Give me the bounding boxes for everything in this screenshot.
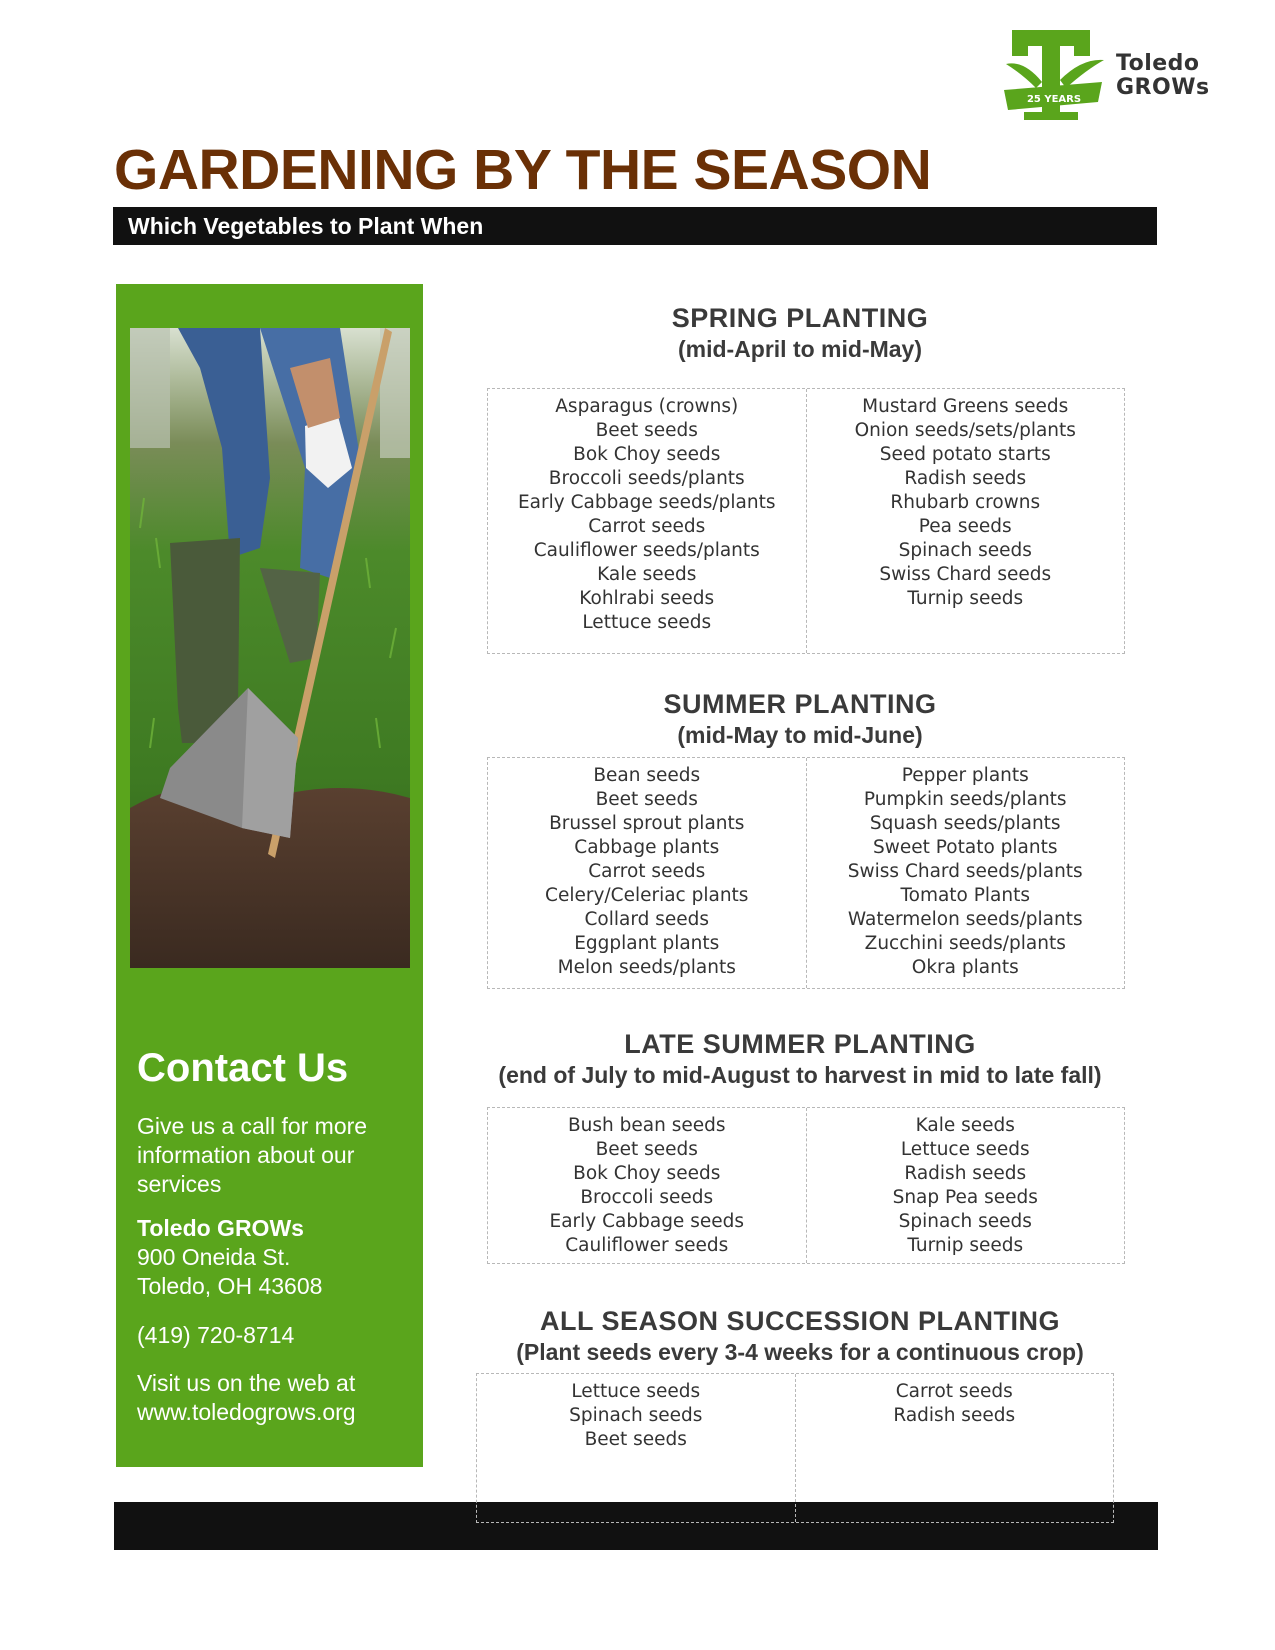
list-item: Zucchini seeds/plants [864,933,1066,954]
list-item: Seed potato starts [879,444,1051,465]
contact-phone[interactable]: (419) 720-8714 [137,1322,295,1348]
list-item: Pea seeds [918,516,1012,537]
list-item: Watermelon seeds/plants [847,909,1083,930]
contact-city: Toledo, OH 43608 [137,1273,323,1299]
list-item: Pumpkin seeds/plants [863,789,1067,810]
spring-planting-table [487,388,1125,654]
contact-us-heading: Contact Us [137,1046,349,1090]
list-item: Kale seeds [915,1115,1015,1136]
list-item: Swiss Chard seeds/plants [847,861,1083,882]
list-item: Beet seeds [595,420,698,441]
table-column-left [488,389,806,653]
section-title: SPRING PLANTING [671,303,929,333]
list-item: Mustard Greens seeds [862,396,1069,417]
late-summer-planting-table [487,1107,1125,1264]
contact-organization: Toledo GROWs [137,1215,304,1241]
section-subtitle: (end of July to mid-August to harvest in mid to late fall) [498,1062,1102,1088]
section-title: ALL SEASON SUCCESSION PLANTING [539,1306,1061,1336]
list-item: Snap Pea seeds [892,1187,1038,1208]
list-item: Kale seeds [597,564,697,585]
gardener-digging-photo [130,328,410,968]
table-column-right [806,1108,1125,1263]
list-item: Lettuce seeds [571,1381,701,1402]
list-item: Early Cabbage seeds/plants [517,492,776,513]
contact-street: 900 Oneida St. [137,1244,291,1270]
list-item: Spinach seeds [569,1405,703,1426]
table-column-right [806,758,1125,988]
list-item: Swiss Chard seeds [879,564,1052,585]
list-item: Rhubarb crowns [890,492,1041,513]
toledo-grows-logo [1002,30,1232,122]
list-item: Radish seeds [904,468,1027,489]
list-item: Tomato Plants [900,885,1031,906]
list-item: Melon seeds/plants [557,957,736,978]
list-item: Lettuce seeds [582,612,712,633]
section-subtitle: (mid-May to mid-June) [677,722,923,748]
list-item: Bean seeds [593,765,701,786]
list-item: Okra plants [911,957,1019,978]
toledo-grows-logo-icon [1002,30,1112,122]
logo-line-2: GROWs [1116,75,1210,100]
list-item: Eggplant plants [574,933,720,954]
section-title: SUMMER PLANTING [663,689,937,719]
section-heading-summer [455,688,1145,750]
section-heading-late-summer [455,1028,1145,1090]
table-column-right [795,1374,1114,1522]
logo-line-1: Toledo [1116,51,1200,76]
list-item: Carrot seeds [588,861,706,882]
list-item: Early Cabbage seeds [549,1211,744,1232]
contact-website-link[interactable]: www.toledogrows.org [137,1399,356,1425]
list-item: Bok Choy seeds [573,1163,721,1184]
list-item: Cauliflower seeds [565,1235,729,1256]
all-season-planting-table [476,1373,1114,1523]
section-subtitle: (mid-April to mid-May) [677,336,923,362]
list-item: Radish seeds [904,1163,1027,1184]
list-item: Carrot seeds [588,516,706,537]
list-item: Collard seeds [584,909,710,930]
list-item: Asparagus (crowns) [555,396,739,417]
list-item: Broccoli seeds [580,1187,714,1208]
list-item: Cauliflower seeds/plants [533,540,760,561]
section-heading-spring [455,302,1145,364]
section-heading-all-season [455,1305,1145,1367]
section-title: LATE SUMMER PLANTING [624,1029,976,1059]
section-subtitle: (Plant seeds every 3-4 weeks for a continuous crop) [516,1339,1084,1365]
list-item: Turnip seeds [907,588,1024,609]
list-item: Broccoli seeds/plants [548,468,745,489]
list-item: Beet seeds [595,1139,698,1160]
list-item: Bush bean seeds [567,1115,726,1136]
subtitle-bar [113,207,1157,245]
table-column-left [488,1108,806,1263]
page-title: GARDENING BY THE SEASON [114,138,932,202]
table-column-left [477,1374,795,1522]
page-subtitle: Which Vegetables to Plant When [128,213,484,239]
list-item: Spinach seeds [898,540,1032,561]
list-item: Cabbage plants [574,837,720,858]
list-item: Sweet Potato plants [873,837,1058,858]
list-item: Carrot seeds [895,1381,1013,1402]
table-column-right [806,389,1125,653]
list-item: Celery/Celeriac plants [545,885,749,906]
list-item: Lettuce seeds [900,1139,1030,1160]
list-item: Brussel sprout plants [549,813,745,834]
contact-sidebar [116,284,423,1467]
list-item: Squash seeds/plants [869,813,1061,834]
contact-description: Give us a call for more information about our services [137,1113,368,1197]
list-item: Radish seeds [893,1405,1016,1426]
table-column-left [488,758,806,988]
list-item: Kohlrabi seeds [579,588,715,609]
list-item: Spinach seeds [898,1211,1032,1232]
list-item: Bok Choy seeds [573,444,721,465]
logo-badge-text: 25 YEARS [1026,94,1082,105]
list-item: Pepper plants [901,765,1029,786]
summer-planting-table [487,757,1125,989]
list-item: Beet seeds [595,789,698,810]
list-item: Beet seeds [584,1429,687,1450]
list-item: Turnip seeds [907,1235,1024,1256]
list-item: Onion seeds/sets/plants [854,420,1076,441]
contact-web-label: Visit us on the web at [137,1370,356,1396]
